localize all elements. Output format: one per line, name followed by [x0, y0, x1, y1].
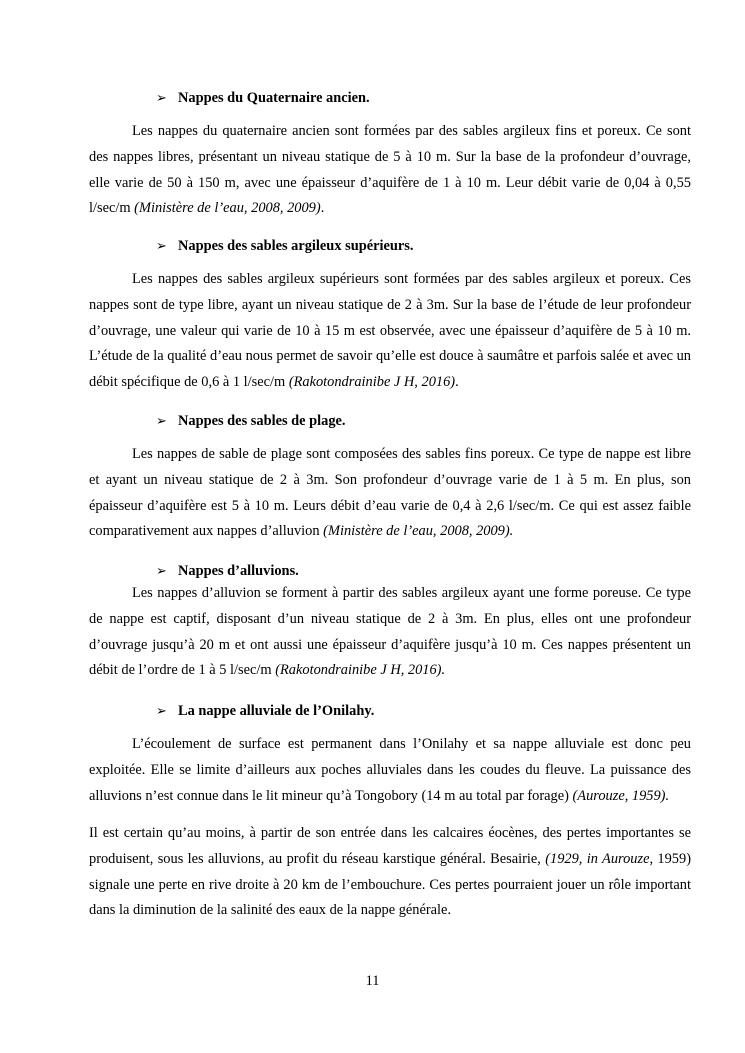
section-paragraph	[89, 267, 691, 396]
paragraph-tail: .	[320, 200, 325, 217]
paragraph-text: L’écoulement de surface est permanent dans l’Onilahy et sa nappe alluviale est donc peu exploitée. Elle se limite d’ailleurs aux poches alluviales dans les coudes du fleuve. La puissance des alluvions n’est connue dans le lit mineur qu’à Tongobory (14 m au total par forage)	[89, 736, 691, 804]
section-paragraph	[89, 581, 691, 684]
section-quaternaire-ancien	[89, 88, 691, 222]
section-alluvions	[89, 561, 691, 684]
arrow-bullet-icon: ➢	[156, 413, 167, 428]
section-sables-argileux	[89, 236, 691, 396]
closing-paragraph	[89, 821, 691, 924]
section-heading	[156, 561, 691, 581]
paragraph-text: Les nappes du quaternaire ancien sont formées par des sables argileux fins et poreux. Ce sont des nappes libres, présentant un niveau statique de 5 à 10 m. Sur la base de la profondeur d’ouvrage, elle varie de 50 à 150 m, avec une épaisseur d’aquifère de 1 à 10 m. Leur débit varie de 0,04 à 0,55 l/sec/m	[89, 123, 691, 217]
section-paragraph	[89, 442, 691, 545]
citation: (1929, in Aurouze	[545, 850, 650, 867]
section-heading	[156, 88, 691, 108]
paragraph-text: Il est certain qu’au moins, à partir de son entrée dans les calcaires éocènes, des pertes importantes se produisent, sous les alluvions, au profit du réseau karstique général. Besairie,	[89, 825, 691, 867]
arrow-bullet-icon: ➢	[156, 90, 167, 105]
citation: (Aurouze, 1959).	[572, 787, 670, 804]
citation: (Ministère de l’eau, 2008, 2009)	[134, 200, 321, 217]
paragraph-tail: .	[455, 374, 459, 391]
paragraph-text: Les nappes des sables argileux supérieurs sont formées par des sables argileux et poreux. Ces nappes sont de type libre, ayant un niveau statique de 2 à 3m. Sur la base de l’étude de leur profondeur d’ouvrage, une valeur qui varie de 10 à 15 m est observée, avec une épaisseur d’aquifère de 5 à 10 m. L’étude de la qualité d’eau nous permet de savoir qu’elle est douce à saumâtre et parfois salée et avec un débit spécifique de 0,6 à 1 l/sec/m	[89, 271, 691, 391]
section-sables-plage	[89, 411, 691, 545]
citation: (Rakotondrainibe J H, 2016)	[288, 374, 456, 391]
section-onilahy	[89, 701, 691, 809]
section-heading-text: Nappes d’alluvions.	[178, 563, 299, 579]
section-heading-text: Nappes des sables argileux supérieurs.	[178, 238, 414, 254]
section-heading	[156, 236, 691, 256]
section-heading	[156, 411, 691, 431]
arrow-bullet-icon: ➢	[156, 238, 167, 253]
arrow-bullet-icon: ➢	[156, 703, 167, 718]
section-paragraph	[89, 732, 691, 809]
paragraph-text: Les nappes de sable de plage sont composées des sables fins poreux. Ce type de nappe est libre et ayant un niveau statique de 2 à 3m. Son profondeur d’ouvrage varie de 1 à 5 m. En plus, son épaisseur d’aquifère est 5 à 10 m. Leurs débit d’eau varie de 0,4 à 2,6 l/sec/m. Ce qui est assez faible comparativement aux nappes d’alluvion	[89, 446, 691, 540]
arrow-bullet-icon: ➢	[156, 563, 167, 578]
closing-section	[89, 821, 691, 924]
section-heading-text: Nappes des sables de plage.	[178, 413, 346, 429]
paragraph-tail: , 1959) signale une perte en rive droite à 20 km de l’embouchure. Ces pertes pourraient jouer un rôle important dans la diminution de la salinité des eaux de la nappe générale.	[89, 850, 691, 919]
paragraph-text: Les nappes d’alluvion se forment à partir des sables argileux ayant une forme poreuse. Ce type de nappe est captif, disposant d’un niveau statique de 2 à 3m. En plus, elles ont une profondeur d’ouvrage jusqu’à 20 m et ont aussi une épaisseur d’aquifère jusqu’à 10 m. Ces nappes présentent un débit de l’ordre de 1 à 5 l/sec/m	[89, 585, 691, 679]
page-number: 11	[365, 973, 380, 989]
citation: (Rakotondrainibe J H, 2016).	[275, 662, 446, 679]
section-paragraph	[89, 119, 691, 222]
section-heading	[156, 701, 691, 721]
section-heading-text: Nappes du Quaternaire ancien.	[178, 90, 370, 106]
citation: (Ministère de l’eau, 2008, 2009).	[323, 523, 514, 540]
section-heading-text: La nappe alluviale de l’Onilahy.	[178, 703, 375, 719]
